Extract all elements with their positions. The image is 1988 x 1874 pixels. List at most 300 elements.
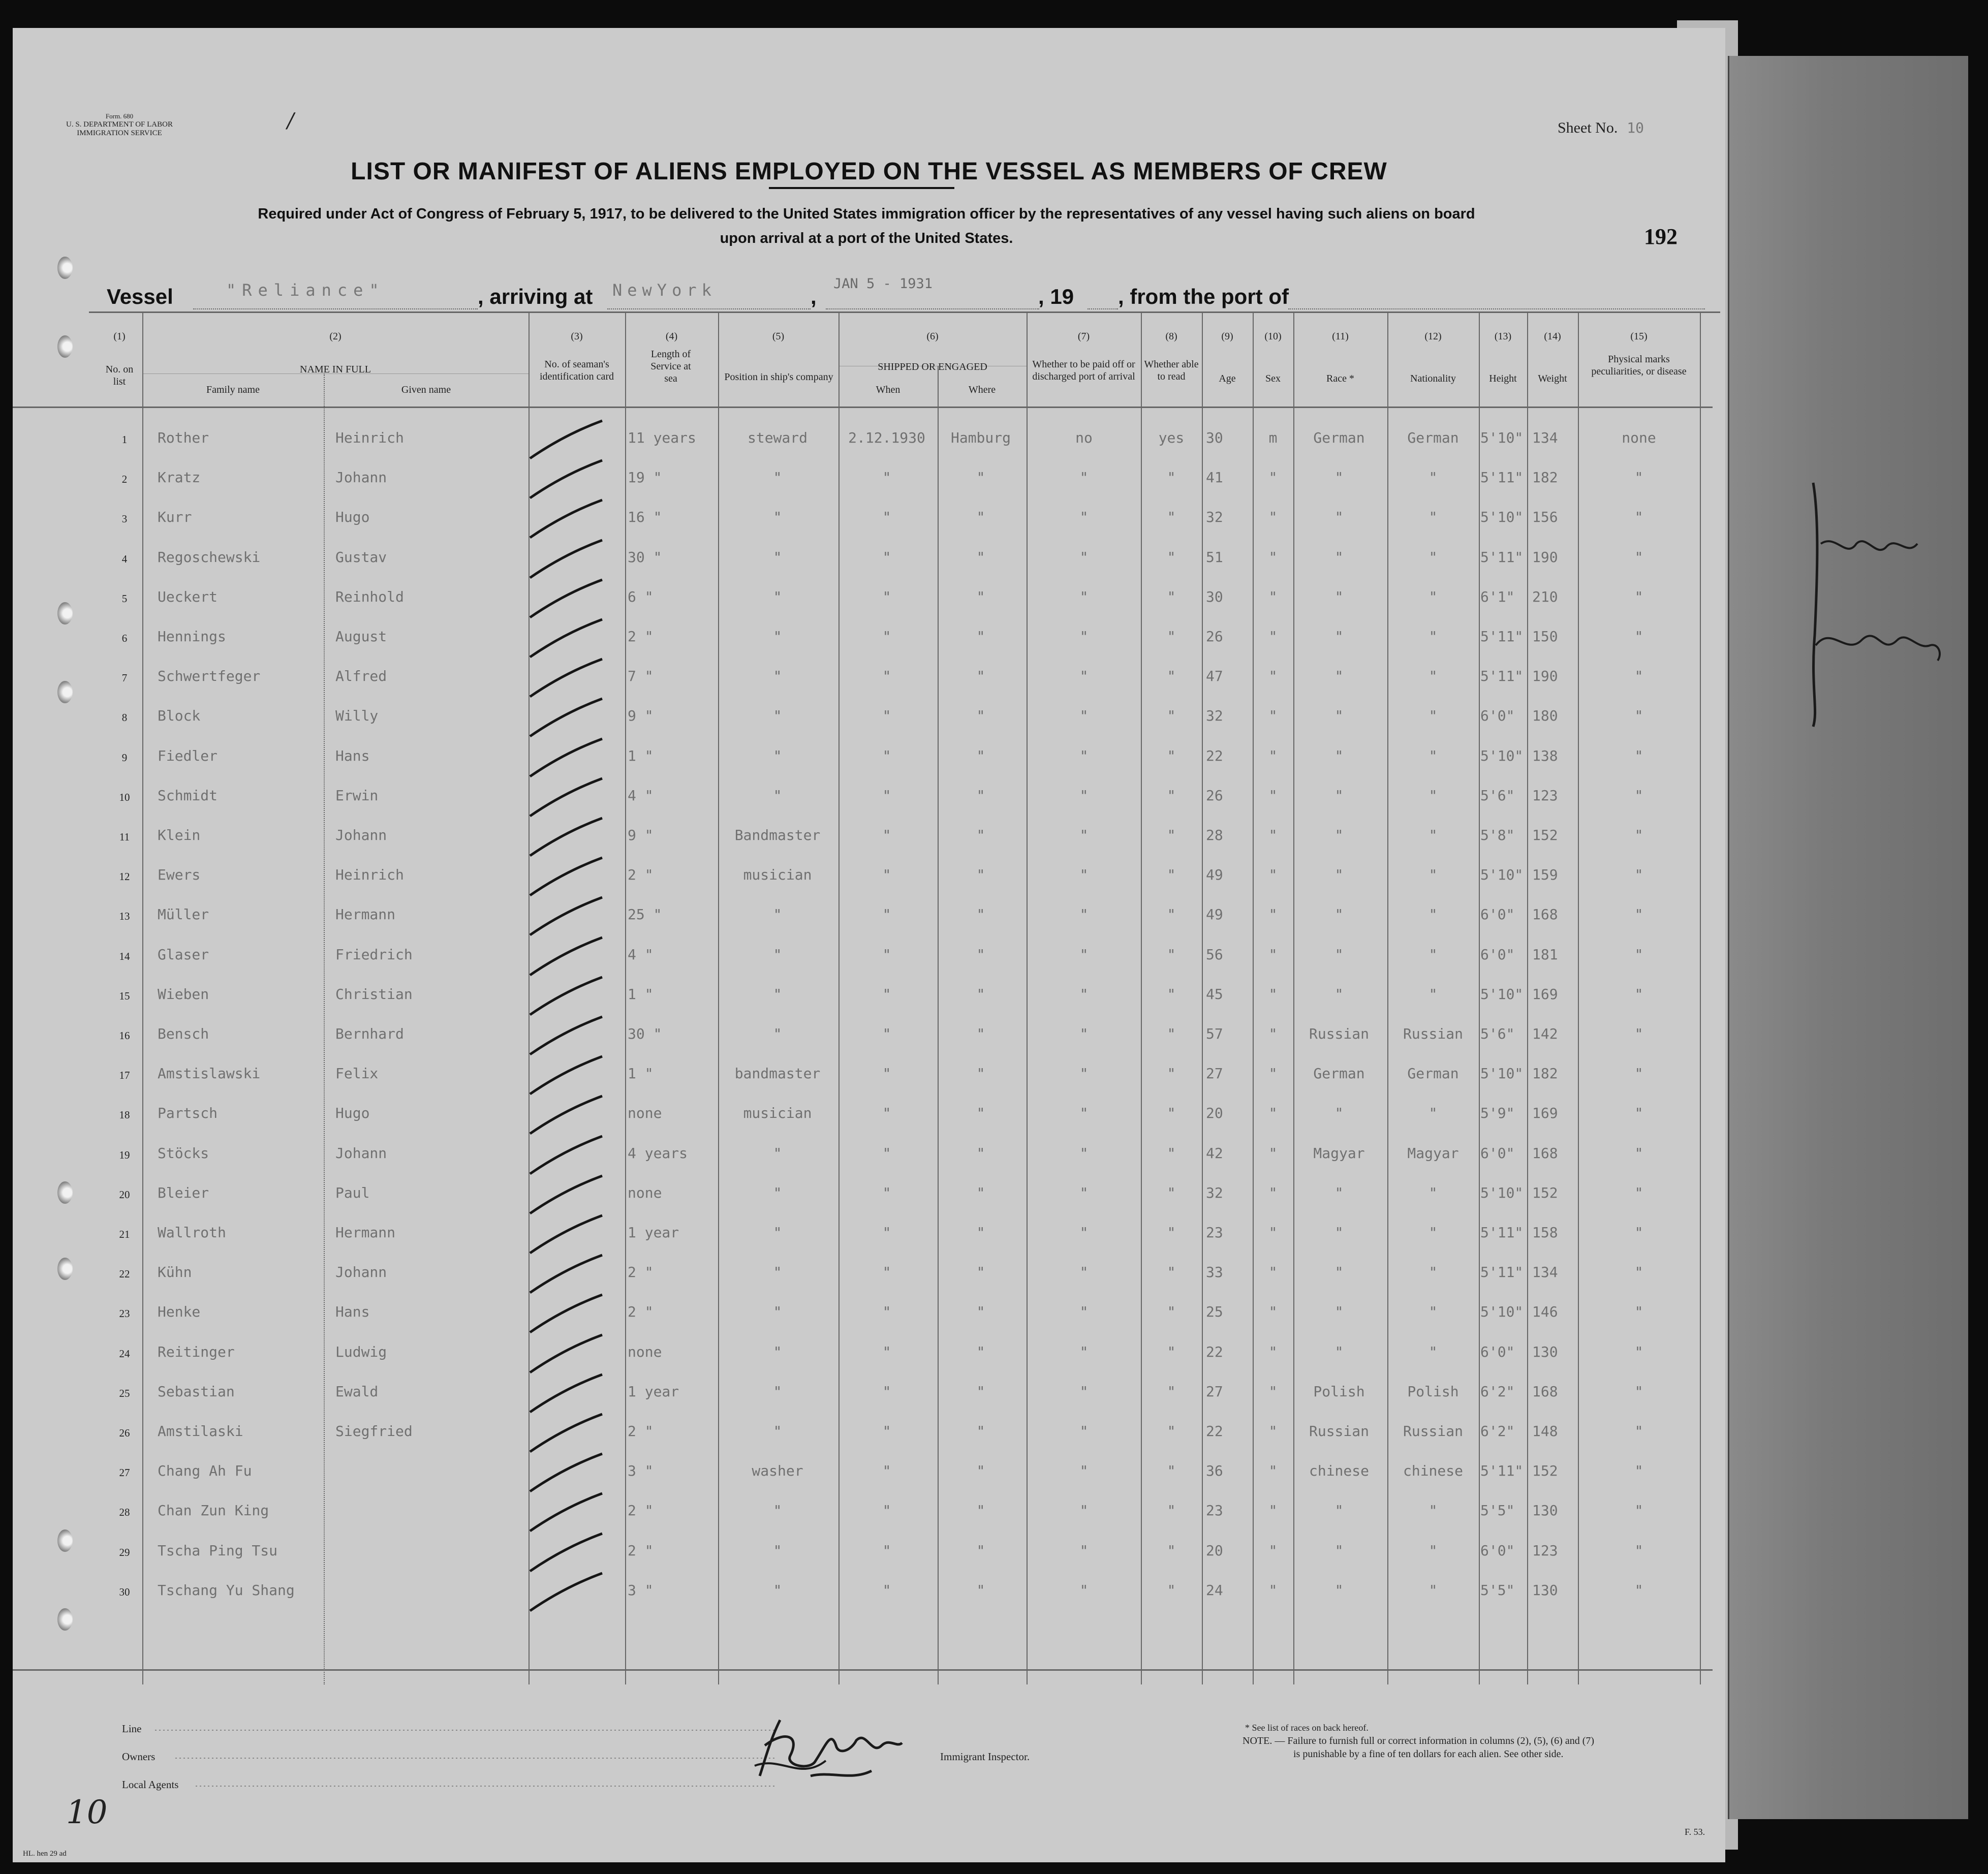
weight-cell: 168 <box>1532 1144 1558 1162</box>
col-6-number: (6) <box>926 331 939 342</box>
height-cell: 5'10" <box>1480 1065 1524 1082</box>
race-cell: " <box>1334 707 1344 725</box>
paid-off-cell: " <box>1079 548 1089 566</box>
back-sheet-handwriting <box>1729 56 1968 1819</box>
col-1-number: (1) <box>113 331 126 342</box>
nationality-cell: " <box>1428 906 1438 923</box>
race-cell: " <box>1334 1502 1344 1519</box>
nationality-cell: " <box>1428 1264 1438 1281</box>
position-cell: " <box>773 1542 782 1559</box>
form-number: Form. 680 <box>105 112 134 120</box>
weight-cell: 152 <box>1532 827 1558 844</box>
sex-cell: " <box>1268 548 1278 566</box>
service-length-cell: 4 " <box>628 946 654 963</box>
given-name-cell: Willy <box>335 707 379 725</box>
shipped-when-cell: " <box>882 827 891 844</box>
shipped-where-header: Where <box>968 384 996 395</box>
position-cell: washer <box>752 1462 803 1480</box>
penalty-note-1: NOTE. — Failure to furnish full or correct information in columns (2), (5), (6) and (7) <box>1242 1735 1595 1746</box>
col-14-label: Weight <box>1538 373 1567 384</box>
nationality-cell: Magyar <box>1407 1144 1459 1162</box>
nationality-cell: Polish <box>1407 1383 1459 1400</box>
sex-cell: " <box>1268 707 1278 725</box>
service-length-cell: 1 " <box>628 985 654 1003</box>
able-to-read-cell: " <box>1167 1423 1176 1440</box>
year-label: , 19 <box>1038 285 1074 308</box>
back-sheet <box>1728 56 1968 1819</box>
shipped-where-cell: " <box>976 1025 985 1042</box>
given-name-cell: Christian <box>335 985 413 1003</box>
physical-marks-cell: " <box>1634 1184 1643 1201</box>
able-to-read-cell: " <box>1167 747 1176 764</box>
weight-cell: 181 <box>1532 946 1558 963</box>
race-cell: chinese <box>1309 1462 1369 1480</box>
physical-marks-cell: " <box>1634 985 1643 1003</box>
shipped-when-cell: " <box>882 509 891 526</box>
shipped-where-cell: " <box>976 1462 985 1480</box>
col-4-number: (4) <box>665 331 678 342</box>
weight-cell: 150 <box>1532 628 1558 645</box>
physical-marks-cell: " <box>1634 1025 1643 1042</box>
shipped-where-cell: " <box>976 787 985 804</box>
paid-off-cell: " <box>1079 747 1089 764</box>
family-name-cell: Sebastian <box>158 1383 235 1400</box>
given-name-cell: Johann <box>335 1264 387 1281</box>
physical-marks-cell: none <box>1622 429 1656 446</box>
shipped-where-cell: " <box>976 628 985 645</box>
able-to-read-cell: " <box>1167 1343 1176 1360</box>
race-cell: Polish <box>1313 1383 1365 1400</box>
family-name-cell: Kurr <box>158 509 192 526</box>
family-name-cell: Tscha Ping Tsu <box>158 1542 278 1559</box>
nationality-cell: " <box>1428 1343 1438 1360</box>
physical-marks-cell: " <box>1634 1343 1643 1360</box>
col-10-label: Sex <box>1265 373 1281 384</box>
shipped-when-cell: " <box>882 1581 891 1599</box>
row-number: 23 <box>119 1307 130 1320</box>
physical-marks-cell: " <box>1634 588 1643 605</box>
shipped-where-cell: " <box>976 1343 985 1360</box>
penalty-note-2: is punishable by a fine of ten dollars for each alien. See other side. <box>1293 1748 1564 1760</box>
age-cell: 22 <box>1206 1343 1223 1360</box>
family-name-cell: Chang Ah Fu <box>158 1462 252 1480</box>
able-to-read-cell: " <box>1167 1581 1176 1599</box>
able-to-read-cell: " <box>1167 588 1176 605</box>
service-length-cell: none <box>628 1184 662 1201</box>
races-note: * See list of races on back hereof. <box>1245 1723 1369 1733</box>
service-length-cell: 25 " <box>628 906 662 923</box>
age-cell: 24 <box>1206 1581 1223 1599</box>
race-cell: " <box>1334 588 1344 605</box>
row-number: 15 <box>119 989 130 1002</box>
shipped-when-cell: 2.12.1930 <box>848 429 925 446</box>
weight-cell: 158 <box>1532 1224 1558 1241</box>
family-name-cell: Wieben <box>158 985 209 1003</box>
service-length-cell: 3 " <box>628 1462 654 1480</box>
col-13-label: Height <box>1489 373 1517 384</box>
height-cell: 5'10" <box>1480 1303 1524 1321</box>
nationality-cell: " <box>1428 985 1438 1003</box>
shipped-when-cell: " <box>882 1264 891 1281</box>
physical-marks-cell: " <box>1634 668 1643 685</box>
shipped-where-cell: " <box>976 906 985 923</box>
col-3-number: (3) <box>571 331 583 342</box>
age-cell: 26 <box>1206 628 1223 645</box>
service-length-cell: none <box>628 1105 662 1122</box>
shipped-when-cell: " <box>882 1065 891 1082</box>
shipped-where-cell: " <box>976 1303 985 1321</box>
col-2-number: (2) <box>329 331 341 342</box>
nationality-cell: Russian <box>1403 1423 1463 1440</box>
service-length-cell: 2 " <box>628 1502 654 1519</box>
shipped-when-cell: " <box>882 707 891 725</box>
shipped-where-cell: " <box>976 866 985 884</box>
age-cell: 32 <box>1206 1184 1223 1201</box>
given-name-cell: Ludwig <box>335 1343 387 1360</box>
service-length-cell: 4 years <box>628 1144 688 1162</box>
given-name-cell: Hugo <box>335 509 370 526</box>
vessel-name: "Reliance" <box>226 280 385 300</box>
shipped-when-cell: " <box>882 1423 891 1440</box>
row-number: 29 <box>119 1546 130 1558</box>
family-name-cell: Klein <box>158 827 201 844</box>
shipped-when-cell: " <box>882 747 891 764</box>
col-12-label: Nationality <box>1410 373 1456 384</box>
row-number: 9 <box>121 751 128 764</box>
height-cell: 6'1" <box>1480 588 1515 605</box>
height-cell: 6'0" <box>1480 1343 1515 1360</box>
row-number: 19 <box>119 1148 130 1161</box>
height-cell: 5'6" <box>1480 787 1515 804</box>
able-to-read-cell: " <box>1167 1025 1176 1042</box>
family-name-cell: Partsch <box>158 1105 218 1122</box>
physical-marks-cell: " <box>1634 1105 1643 1122</box>
age-cell: 41 <box>1206 469 1223 486</box>
sex-cell: " <box>1268 628 1278 645</box>
shipped-where-cell: " <box>976 1184 985 1201</box>
row-number: 13 <box>119 910 130 923</box>
sex-cell: " <box>1268 985 1278 1003</box>
shipped-when-cell: " <box>882 1224 891 1241</box>
position-cell: " <box>773 509 782 526</box>
sex-cell: " <box>1268 1303 1278 1321</box>
age-cell: 49 <box>1206 906 1223 923</box>
row-number: 27 <box>119 1466 130 1479</box>
weight-cell: 159 <box>1532 866 1558 884</box>
shipped-when-cell: " <box>882 1502 891 1519</box>
service-length-cell: 3 " <box>628 1581 654 1599</box>
service-length-cell: 19 " <box>628 469 662 486</box>
given-name-cell: Bernhard <box>335 1025 404 1042</box>
shipped-when-cell: " <box>882 469 891 486</box>
arriving-label: , arriving at <box>478 285 593 308</box>
sex-cell: " <box>1268 509 1278 526</box>
paid-off-cell: " <box>1079 1025 1089 1042</box>
weight-cell: 123 <box>1532 787 1558 804</box>
family-name-cell: Schmidt <box>158 787 218 804</box>
paid-off-cell: " <box>1079 1542 1089 1559</box>
weight-cell: 169 <box>1532 985 1558 1003</box>
row-number: 30 <box>119 1585 130 1598</box>
physical-marks-cell: " <box>1634 509 1643 526</box>
weight-cell: 168 <box>1532 1383 1558 1400</box>
position-cell: " <box>773 1264 782 1281</box>
sex-cell: " <box>1268 588 1278 605</box>
height-cell: 5'10" <box>1480 1184 1524 1201</box>
nationality-cell: " <box>1428 827 1438 844</box>
weight-cell: 190 <box>1532 668 1558 685</box>
sex-cell: " <box>1268 946 1278 963</box>
shipped-where-cell: " <box>976 707 985 725</box>
sex-cell: " <box>1268 1025 1278 1042</box>
shipped-where-cell: " <box>976 1542 985 1559</box>
physical-marks-cell: " <box>1634 1581 1643 1599</box>
paid-off-cell: " <box>1079 1502 1089 1519</box>
weight-cell: 130 <box>1532 1581 1558 1599</box>
given-name-cell: Siegfried <box>335 1423 413 1440</box>
nationality-cell: " <box>1428 946 1438 963</box>
family-name-cell: Stöcks <box>158 1144 209 1162</box>
height-cell: 5'10" <box>1480 429 1524 446</box>
sex-cell: " <box>1268 1383 1278 1400</box>
col-9-label: Age <box>1219 373 1236 384</box>
form-code: F. 53. <box>1685 1827 1705 1837</box>
given-name-cell: Erwin <box>335 787 379 804</box>
col-11-number: (11) <box>1332 331 1349 342</box>
able-to-read-cell: " <box>1167 509 1176 526</box>
height-cell: 6'2" <box>1480 1383 1515 1400</box>
position-cell: " <box>773 1303 782 1321</box>
shipped-when-cell: " <box>882 668 891 685</box>
able-to-read-cell: " <box>1167 1065 1176 1082</box>
race-cell: " <box>1334 469 1344 486</box>
paid-off-cell: " <box>1079 1423 1089 1440</box>
able-to-read-cell: " <box>1167 1105 1176 1122</box>
position-cell: " <box>773 588 782 605</box>
age-cell: 42 <box>1206 1144 1223 1162</box>
sex-cell: " <box>1268 1343 1278 1360</box>
col-15-label: Physical marks peculiarities, or disease <box>1591 354 1687 377</box>
position-cell: " <box>773 1025 782 1042</box>
form-department: U. S. DEPARTMENT OF LABOR <box>66 120 173 129</box>
given-name-cell: Reinhold <box>335 588 404 605</box>
shipped-where-cell: " <box>976 1264 985 1281</box>
height-cell: 5'11" <box>1480 1264 1524 1281</box>
able-to-read-cell: " <box>1167 827 1176 844</box>
given-name-cell: Johann <box>335 827 387 844</box>
shipped-where-cell: " <box>976 827 985 844</box>
able-to-read-cell: " <box>1167 1542 1176 1559</box>
weight-cell: 156 <box>1532 509 1558 526</box>
physical-marks-cell: " <box>1634 1502 1643 1519</box>
shipped-where-cell: " <box>976 1581 985 1599</box>
age-cell: 25 <box>1206 1303 1223 1321</box>
weight-cell: 142 <box>1532 1025 1558 1042</box>
shipped-where-cell: Hamburg <box>950 429 1011 446</box>
service-length-cell: 2 " <box>628 628 654 645</box>
row-number: 21 <box>119 1228 130 1240</box>
shipped-where-cell: " <box>976 747 985 764</box>
given-name-cell: Hans <box>335 747 370 764</box>
sex-cell: " <box>1268 1144 1278 1162</box>
race-cell: " <box>1334 1581 1344 1599</box>
service-length-cell: 30 " <box>628 548 662 566</box>
position-cell: " <box>773 946 782 963</box>
given-name-cell: Alfred <box>335 668 387 685</box>
paid-off-cell: " <box>1079 1462 1089 1480</box>
family-name-cell: Bensch <box>158 1025 209 1042</box>
sex-cell: " <box>1268 866 1278 884</box>
able-to-read-cell: " <box>1167 946 1176 963</box>
age-cell: 33 <box>1206 1264 1223 1281</box>
able-to-read-cell: " <box>1167 469 1176 486</box>
position-cell: " <box>773 1343 782 1360</box>
nationality-cell: Russian <box>1403 1025 1463 1042</box>
able-to-read-cell: " <box>1167 628 1176 645</box>
col-5-number: (5) <box>772 331 785 342</box>
nationality-cell: " <box>1428 707 1438 725</box>
paid-off-cell: " <box>1079 707 1089 725</box>
row-number: 1 <box>121 433 128 446</box>
paid-off-cell: " <box>1079 866 1089 884</box>
row-number: 3 <box>121 513 128 525</box>
paid-off-cell: " <box>1079 1264 1089 1281</box>
given-name-cell: Hans <box>335 1303 370 1321</box>
height-cell: 5'6" <box>1480 1025 1515 1042</box>
given-name-cell: Felix <box>335 1065 379 1082</box>
paid-off-cell: " <box>1079 1105 1089 1122</box>
family-name-cell: Schwertfeger <box>158 668 261 685</box>
shipped-when-cell: " <box>882 1383 891 1400</box>
shipped-when-cell: " <box>882 1184 891 1201</box>
row-number: 25 <box>119 1387 130 1399</box>
age-cell: 56 <box>1206 946 1223 963</box>
physical-marks-cell: " <box>1634 1383 1643 1400</box>
family-name-cell: Amstilaski <box>158 1423 243 1440</box>
owners-label: Owners <box>122 1751 156 1763</box>
handwritten-page-number: 10 <box>66 1794 108 1831</box>
race-cell: " <box>1334 906 1344 923</box>
col-13-number: (13) <box>1494 331 1512 342</box>
nationality-cell: " <box>1428 469 1438 486</box>
shipped-when-header: When <box>876 384 900 395</box>
paid-off-cell: " <box>1079 588 1089 605</box>
service-length-cell: 7 " <box>628 668 654 685</box>
race-cell: " <box>1334 1224 1344 1241</box>
age-cell: 23 <box>1206 1224 1223 1241</box>
nationality-cell: " <box>1428 747 1438 764</box>
position-cell: " <box>773 668 782 685</box>
given-name-cell: Friedrich <box>335 946 413 963</box>
physical-marks-cell: " <box>1634 866 1643 884</box>
age-cell: 32 <box>1206 707 1223 725</box>
sex-cell: m <box>1268 429 1278 446</box>
weight-cell: 169 <box>1532 1105 1558 1122</box>
race-cell: Magyar <box>1313 1144 1365 1162</box>
race-cell: " <box>1334 827 1344 844</box>
shipped-where-cell: " <box>976 1224 985 1241</box>
race-cell: " <box>1334 1184 1344 1201</box>
position-cell: musician <box>743 1105 812 1122</box>
paid-off-cell: " <box>1079 1343 1089 1360</box>
position-cell: " <box>773 548 782 566</box>
height-cell: 5'5" <box>1480 1502 1515 1519</box>
height-cell: 5'10" <box>1480 985 1524 1003</box>
service-length-cell: 9 " <box>628 827 654 844</box>
given-name-cell: Johann <box>335 1144 387 1162</box>
age-cell: 51 <box>1206 548 1223 566</box>
position-cell: " <box>773 707 782 725</box>
row-number: 11 <box>119 831 130 843</box>
nationality-cell: " <box>1428 1105 1438 1122</box>
family-name-cell: Hennings <box>158 628 226 645</box>
family-name-cell: Ueckert <box>158 588 218 605</box>
paid-off-cell: no <box>1075 429 1093 446</box>
age-cell: 22 <box>1206 747 1223 764</box>
shipped-when-cell: " <box>882 1144 891 1162</box>
subtitle-line-1: Required under Act of Congress of February 5, 1917, to be delivered to the United States immigration officer by the representatives of any vessel having such aliens on board <box>258 206 1475 222</box>
height-cell: 5'10" <box>1480 747 1524 764</box>
col-4-label: Length of Service at sea <box>650 349 691 384</box>
service-length-cell: 2 " <box>628 1423 654 1440</box>
col-10-number: (10) <box>1264 331 1282 342</box>
nationality-cell: German <box>1407 1065 1459 1082</box>
shipped-where-cell: " <box>976 1065 985 1082</box>
weight-cell: 123 <box>1532 1542 1558 1559</box>
age-cell: 22 <box>1206 1423 1223 1440</box>
row-number: 4 <box>121 552 128 565</box>
family-name-cell: Henke <box>158 1303 201 1321</box>
age-cell: 27 <box>1206 1383 1223 1400</box>
race-cell: " <box>1334 1105 1344 1122</box>
weight-cell: 190 <box>1532 548 1558 566</box>
subtitle-line-2: upon arrival at a port of the United States. <box>720 230 1013 246</box>
physical-marks-cell: " <box>1634 1542 1643 1559</box>
shipped-where-cell: " <box>976 946 985 963</box>
weight-cell: 130 <box>1532 1502 1558 1519</box>
race-cell: " <box>1334 628 1344 645</box>
physical-marks-cell: " <box>1634 1224 1643 1241</box>
service-length-cell: 1 " <box>628 1065 654 1082</box>
age-cell: 27 <box>1206 1065 1223 1082</box>
col-11-label: Race * <box>1326 373 1354 384</box>
sex-cell: " <box>1268 469 1278 486</box>
family-name-cell: Chan Zun King <box>158 1502 269 1519</box>
service-length-cell: 2 " <box>628 1303 654 1321</box>
shipped-when-cell: " <box>882 787 891 804</box>
shipped-where-cell: " <box>976 1502 985 1519</box>
shipped-when-cell: " <box>882 866 891 884</box>
able-to-read-cell: yes <box>1158 429 1185 446</box>
col-14-number: (14) <box>1544 331 1561 342</box>
age-cell: 36 <box>1206 1462 1223 1480</box>
weight-cell: 134 <box>1532 429 1558 446</box>
able-to-read-cell: " <box>1167 906 1176 923</box>
able-to-read-cell: " <box>1167 985 1176 1003</box>
height-cell: 5'10" <box>1480 509 1524 526</box>
family-name-cell: Kratz <box>158 469 201 486</box>
arrival-port: NewYork <box>612 280 717 300</box>
given-name-cell: August <box>335 628 387 645</box>
physical-marks-cell: " <box>1634 1303 1643 1321</box>
given-name-cell: Paul <box>335 1184 370 1201</box>
paid-off-cell: " <box>1079 628 1089 645</box>
col-6-label: SHIPPED OR ENGAGED <box>878 361 987 372</box>
race-cell: German <box>1313 429 1365 446</box>
from-port-label: , from the port of <box>1118 285 1289 308</box>
age-cell: 20 <box>1206 1542 1223 1559</box>
shipped-when-cell: " <box>882 548 891 566</box>
